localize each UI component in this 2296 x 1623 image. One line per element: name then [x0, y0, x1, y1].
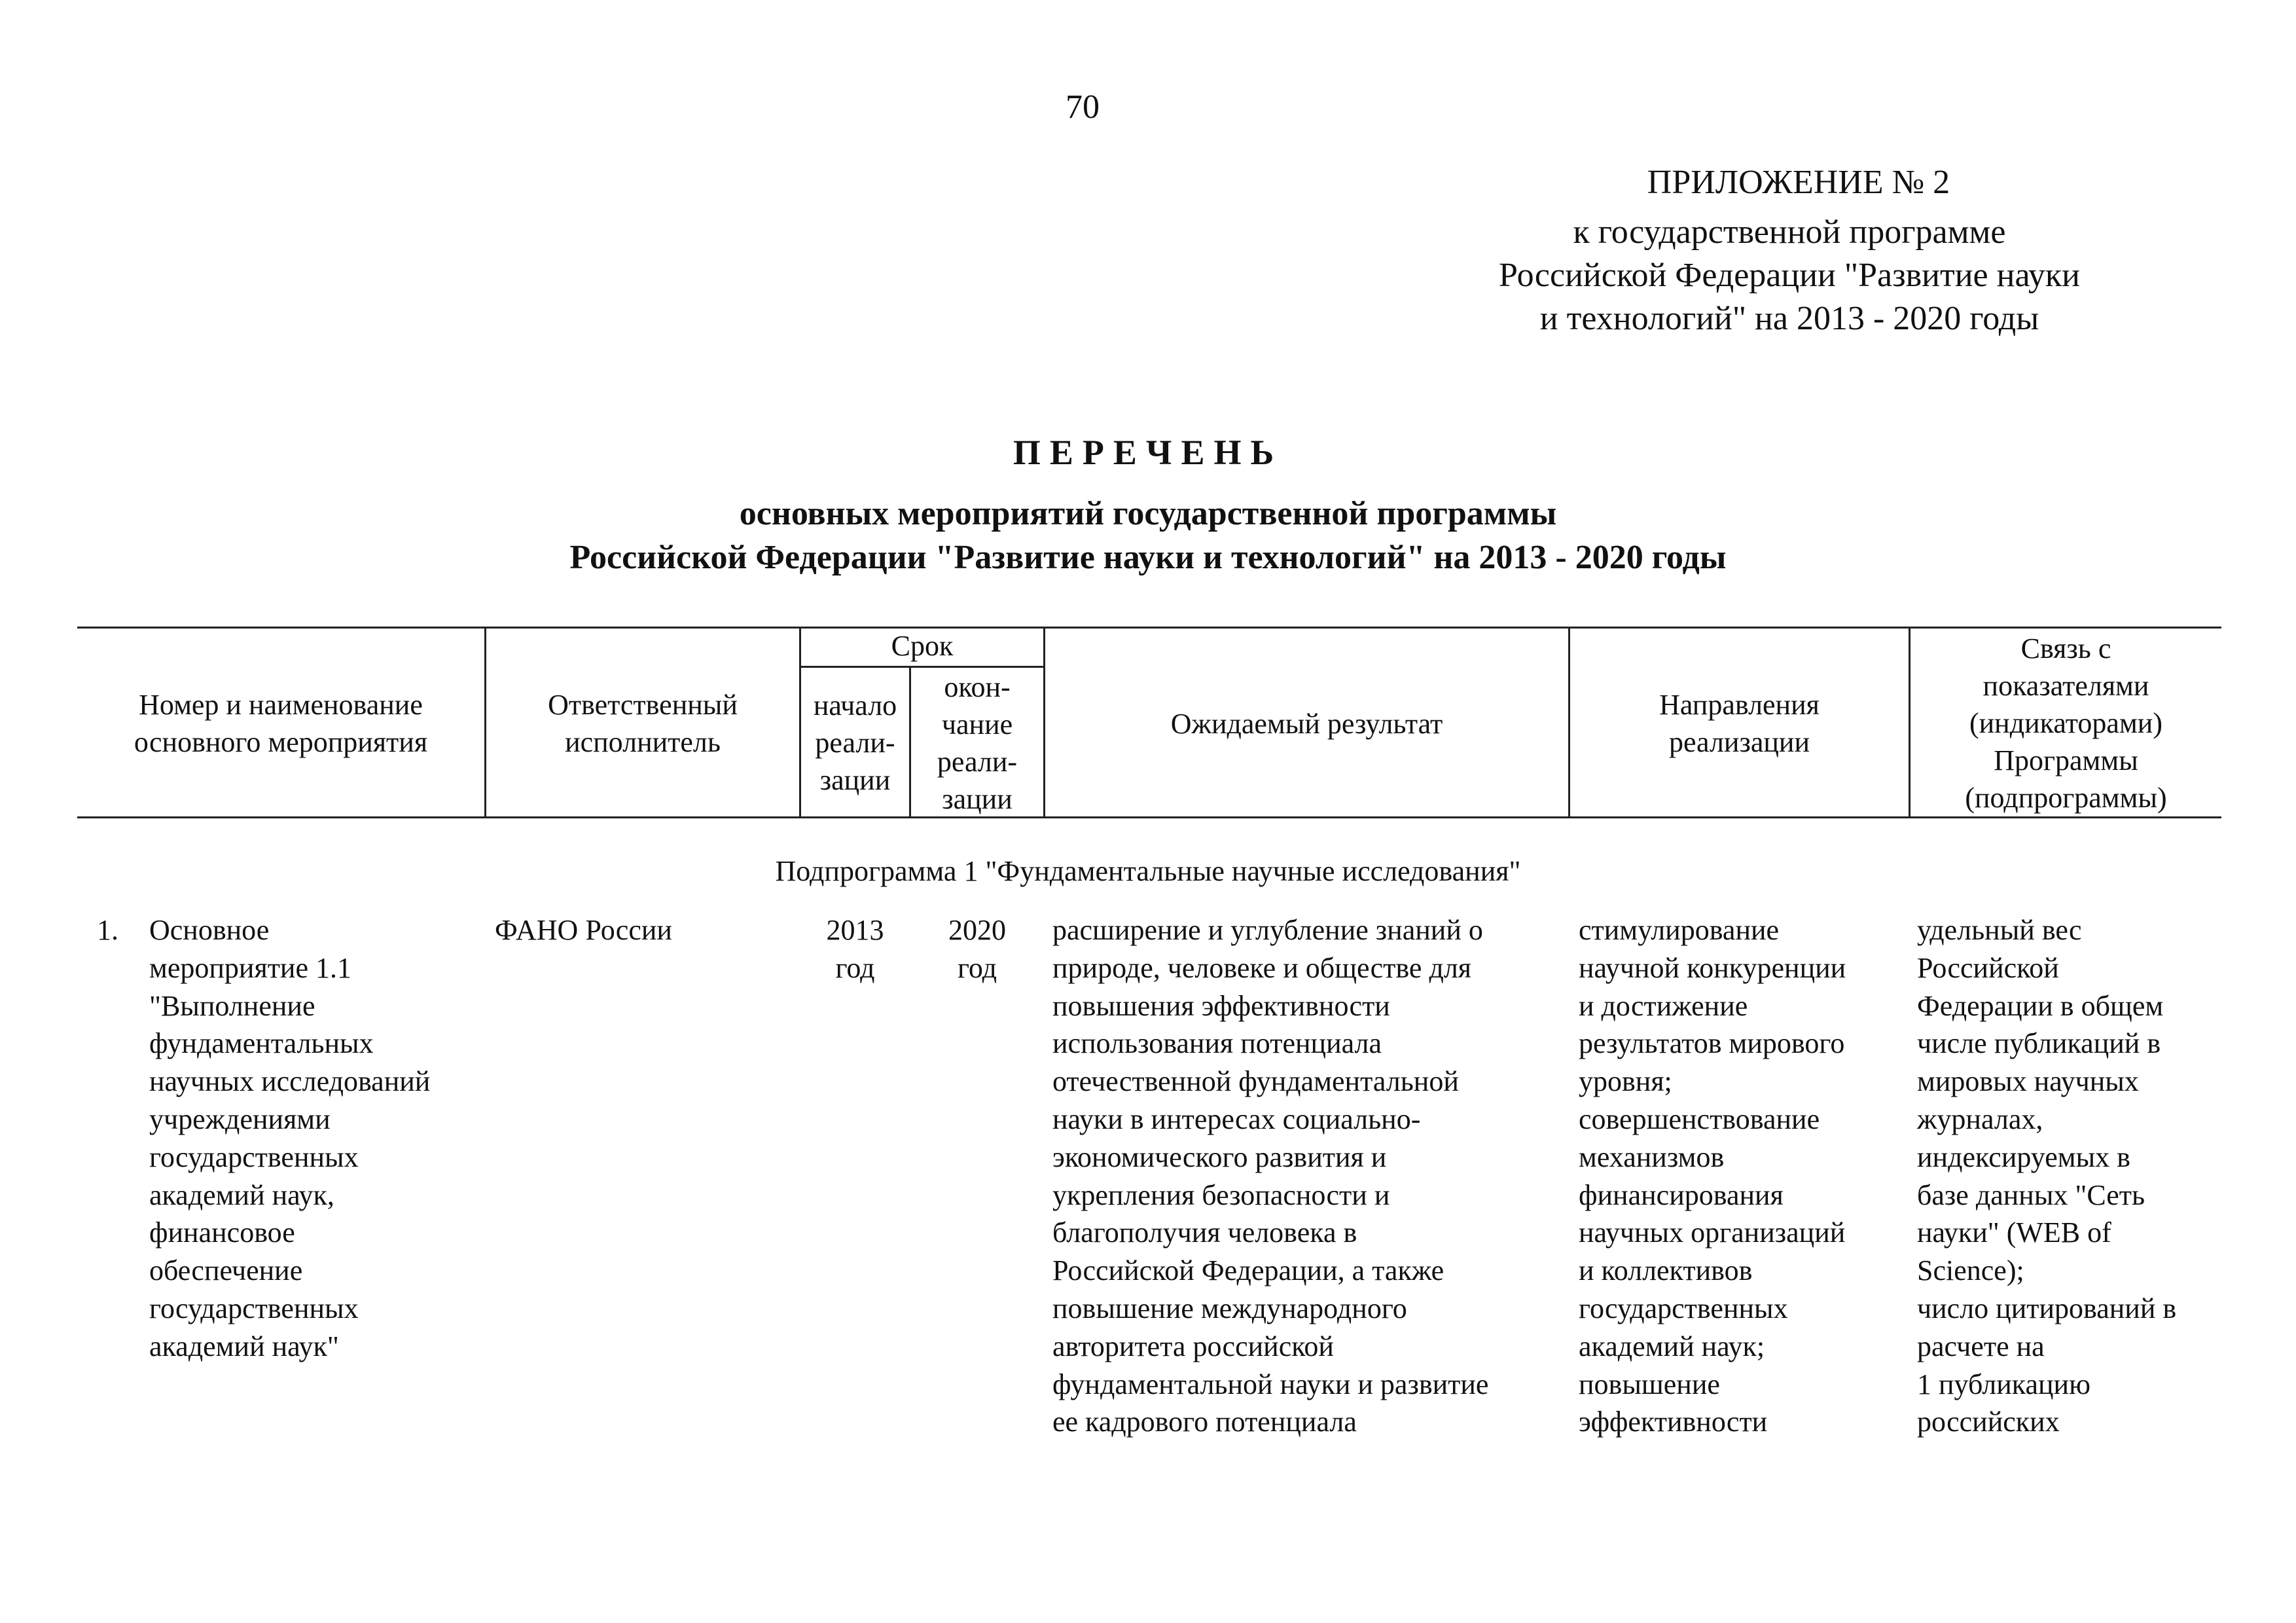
table-header-bottom-border [77, 816, 2221, 818]
appendix-line-1: к государственной программе [1573, 213, 2006, 251]
document-subtitle-line-2: Российской Федерации "Развитие науки и технологий" на 2013 - 2020 годы [569, 539, 1727, 576]
row-result: расширение и углубление знаний о природе, человеке и обществе для повышения эффективности использования потенциала отечественной фундаментальной науки в интересах социально- экономического развития и укрепления безопасности и благополучия человека в Российской Федерации, а также повышение международного авторитета российской фундаментальной науки и развитие ее кадрового потенциала [1052, 914, 1489, 1438]
row-indicators: удельный вес Российской Федерации в общем числе публикаций в мировых научных журналах, индексируемых в базе данных "Сеть науки" (WEB of Science); число цитирований в расчете на 1 публикацию российских [1917, 914, 2177, 1438]
row-activity: Основное мероприятие 1.1 "Выполнение фундаментальных научных исследований учреждениями государственных академий наук, финансовое обеспечение государственных академий наук" [149, 914, 431, 1362]
header-term-start: начало реали- зации [813, 689, 897, 796]
row-directions: стимулирование научной конкуренции и достижение результатов мирового уровня; совершенствование механизмов финансирования научных организаций и коллективов государственных академий наук; повышение эффективности [1579, 914, 1846, 1438]
row-term-end: 2020 год [948, 914, 1006, 984]
header-term-end: окон- чание реали- зации [937, 671, 1018, 815]
header-result: Ожидаемый результат [1170, 708, 1443, 740]
table-top-border [77, 627, 2221, 629]
header-executor: Ответственный исполнитель [548, 689, 738, 758]
appendix-line-2: Российской Федерации "Развитие науки [1499, 257, 2080, 294]
header-indicators: Связь с показателями (индикаторами) Программы (подпрограммы) [1965, 632, 2167, 814]
subprogram-title: Подпрограмма 1 "Фундаментальные научные исследования" [775, 855, 1521, 887]
term-subheader-border [799, 666, 1045, 668]
row-executor: ФАНО России [495, 914, 672, 946]
page-number: 70 [1066, 88, 1100, 126]
appendix-title: ПРИЛОЖЕНИЕ № 2 [1647, 164, 1950, 201]
appendix-line-3: и технологий" на 2013 - 2020 годы [1539, 300, 2039, 337]
row-number: 1. [97, 914, 118, 946]
header-term: Срок [891, 630, 954, 662]
header-directions: Направления реализации [1659, 689, 1820, 758]
document-title: ПЕРЕЧЕНЬ [1013, 433, 1283, 472]
document-subtitle-line-1: основных мероприятий государственной программы [739, 495, 1557, 532]
header-activity: Номер и наименование основного мероприятия [134, 689, 428, 758]
row-term-start: 2013 год [826, 914, 884, 984]
